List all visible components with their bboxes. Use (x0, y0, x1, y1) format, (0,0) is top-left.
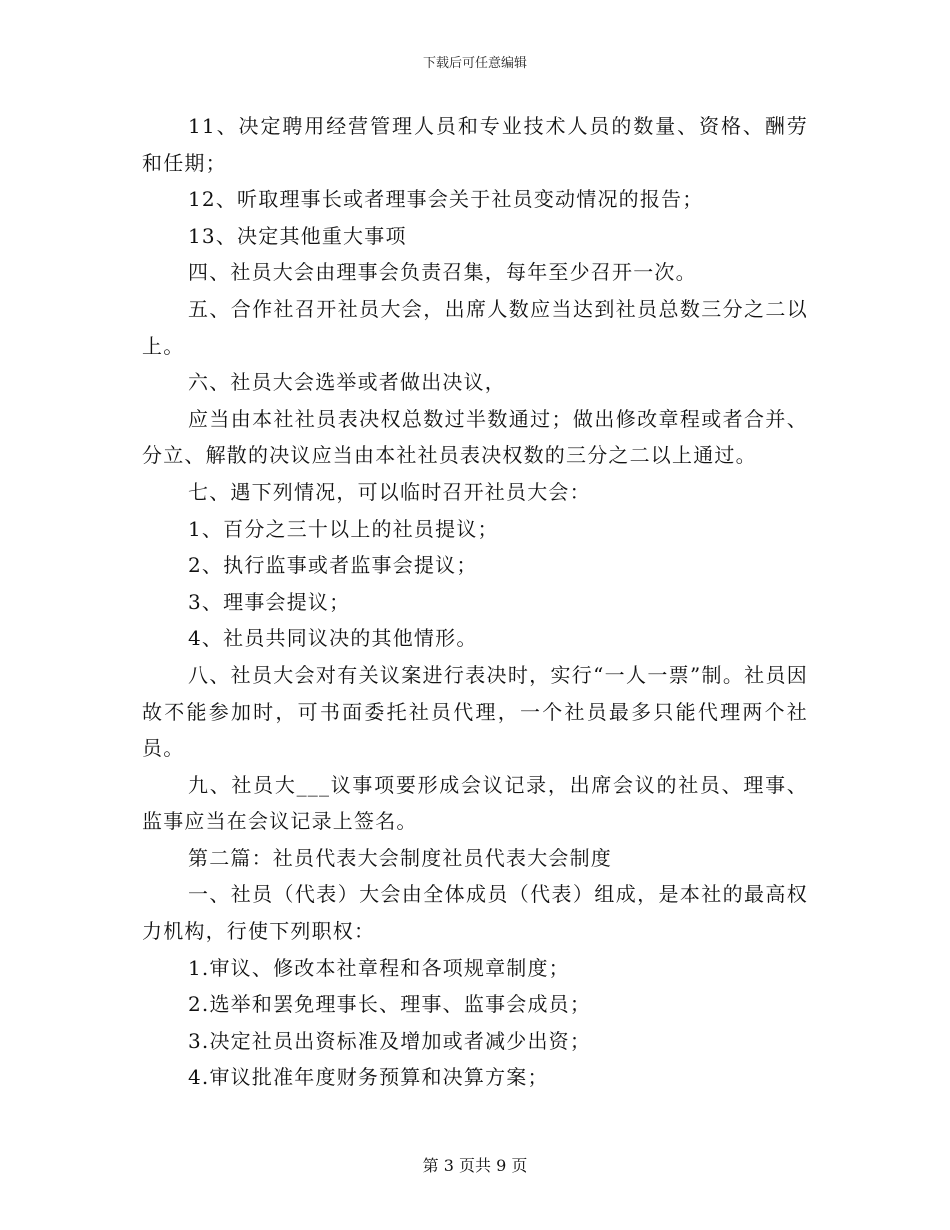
paragraph: 八、社员大会对有关议案进行表决时，实行“一人一票”制。社员因故不能参加时，可书面委托社员代理，一个社员最多只能代理两个社员。 (142, 662, 808, 761)
paragraph: 4、社员共同议决的其他情形。 (188, 626, 478, 651)
paragraph: 五、合作社召开社员大会，出席人数应当达到社员总数三分之二以上。 (142, 296, 808, 358)
paragraph: 1、百分之三十以上的社员提议； (188, 516, 499, 541)
paragraph: 11、决定聘用经营管理人员和专业技术人员的数量、资格、酬劳和任期； (142, 114, 808, 175)
page-indicator: 第 3 页共 9 页 (422, 1156, 528, 1175)
paragraph: 四、社员大会由理事会负责召集，每年至少召开一次。 (188, 260, 697, 285)
document-body (142, 108, 808, 1096)
page-header (0, 52, 950, 71)
paragraph: 一、社员（代表）大会由全体成员（代表）组成，是本社的最高权力机构，行使下列职权： (142, 882, 808, 944)
paragraph: 2.选举和罢免理事长、理事、监事会成员； (188, 992, 592, 1017)
paragraph: 应当由本社社员表决权总数过半数通过；做出修改章程或者合并、分立、解散的决议应当由本社社员表决权数的三分之二以上通过。 (142, 406, 808, 468)
paragraph: 2、执行监事或者监事会提议； (188, 553, 478, 578)
paragraph: 六、社员大会选举或者做出决议， (188, 370, 506, 395)
paragraph: 3、理事会提议； (188, 589, 351, 614)
paragraph: 1.审议、修改本社章程和各项规章制度； (188, 955, 570, 980)
paragraph: 七、遇下列情况，可以临时召开社员大会： (188, 479, 591, 504)
header-note: 下载后可任意编辑 (422, 56, 527, 71)
paragraph: 12、听取理事长或者理事会关于社员变动情况的报告； (188, 187, 704, 212)
section-heading: 第二篇：社员代表大会制度社员代表大会制度 (188, 845, 612, 870)
paragraph: 3.决定社员出资标准及增加或者减少出资； (188, 1028, 592, 1053)
paragraph: 4.审议批准年度财务预算和决算方案； (188, 1065, 549, 1090)
paragraph: 13、决定其他重大事项 (188, 223, 407, 248)
paragraph: 九、社员大___议事项要形成会议记录，出席会议的社员、理事、监事应当在会议记录上签名。 (142, 772, 808, 834)
page-footer (0, 1153, 950, 1176)
